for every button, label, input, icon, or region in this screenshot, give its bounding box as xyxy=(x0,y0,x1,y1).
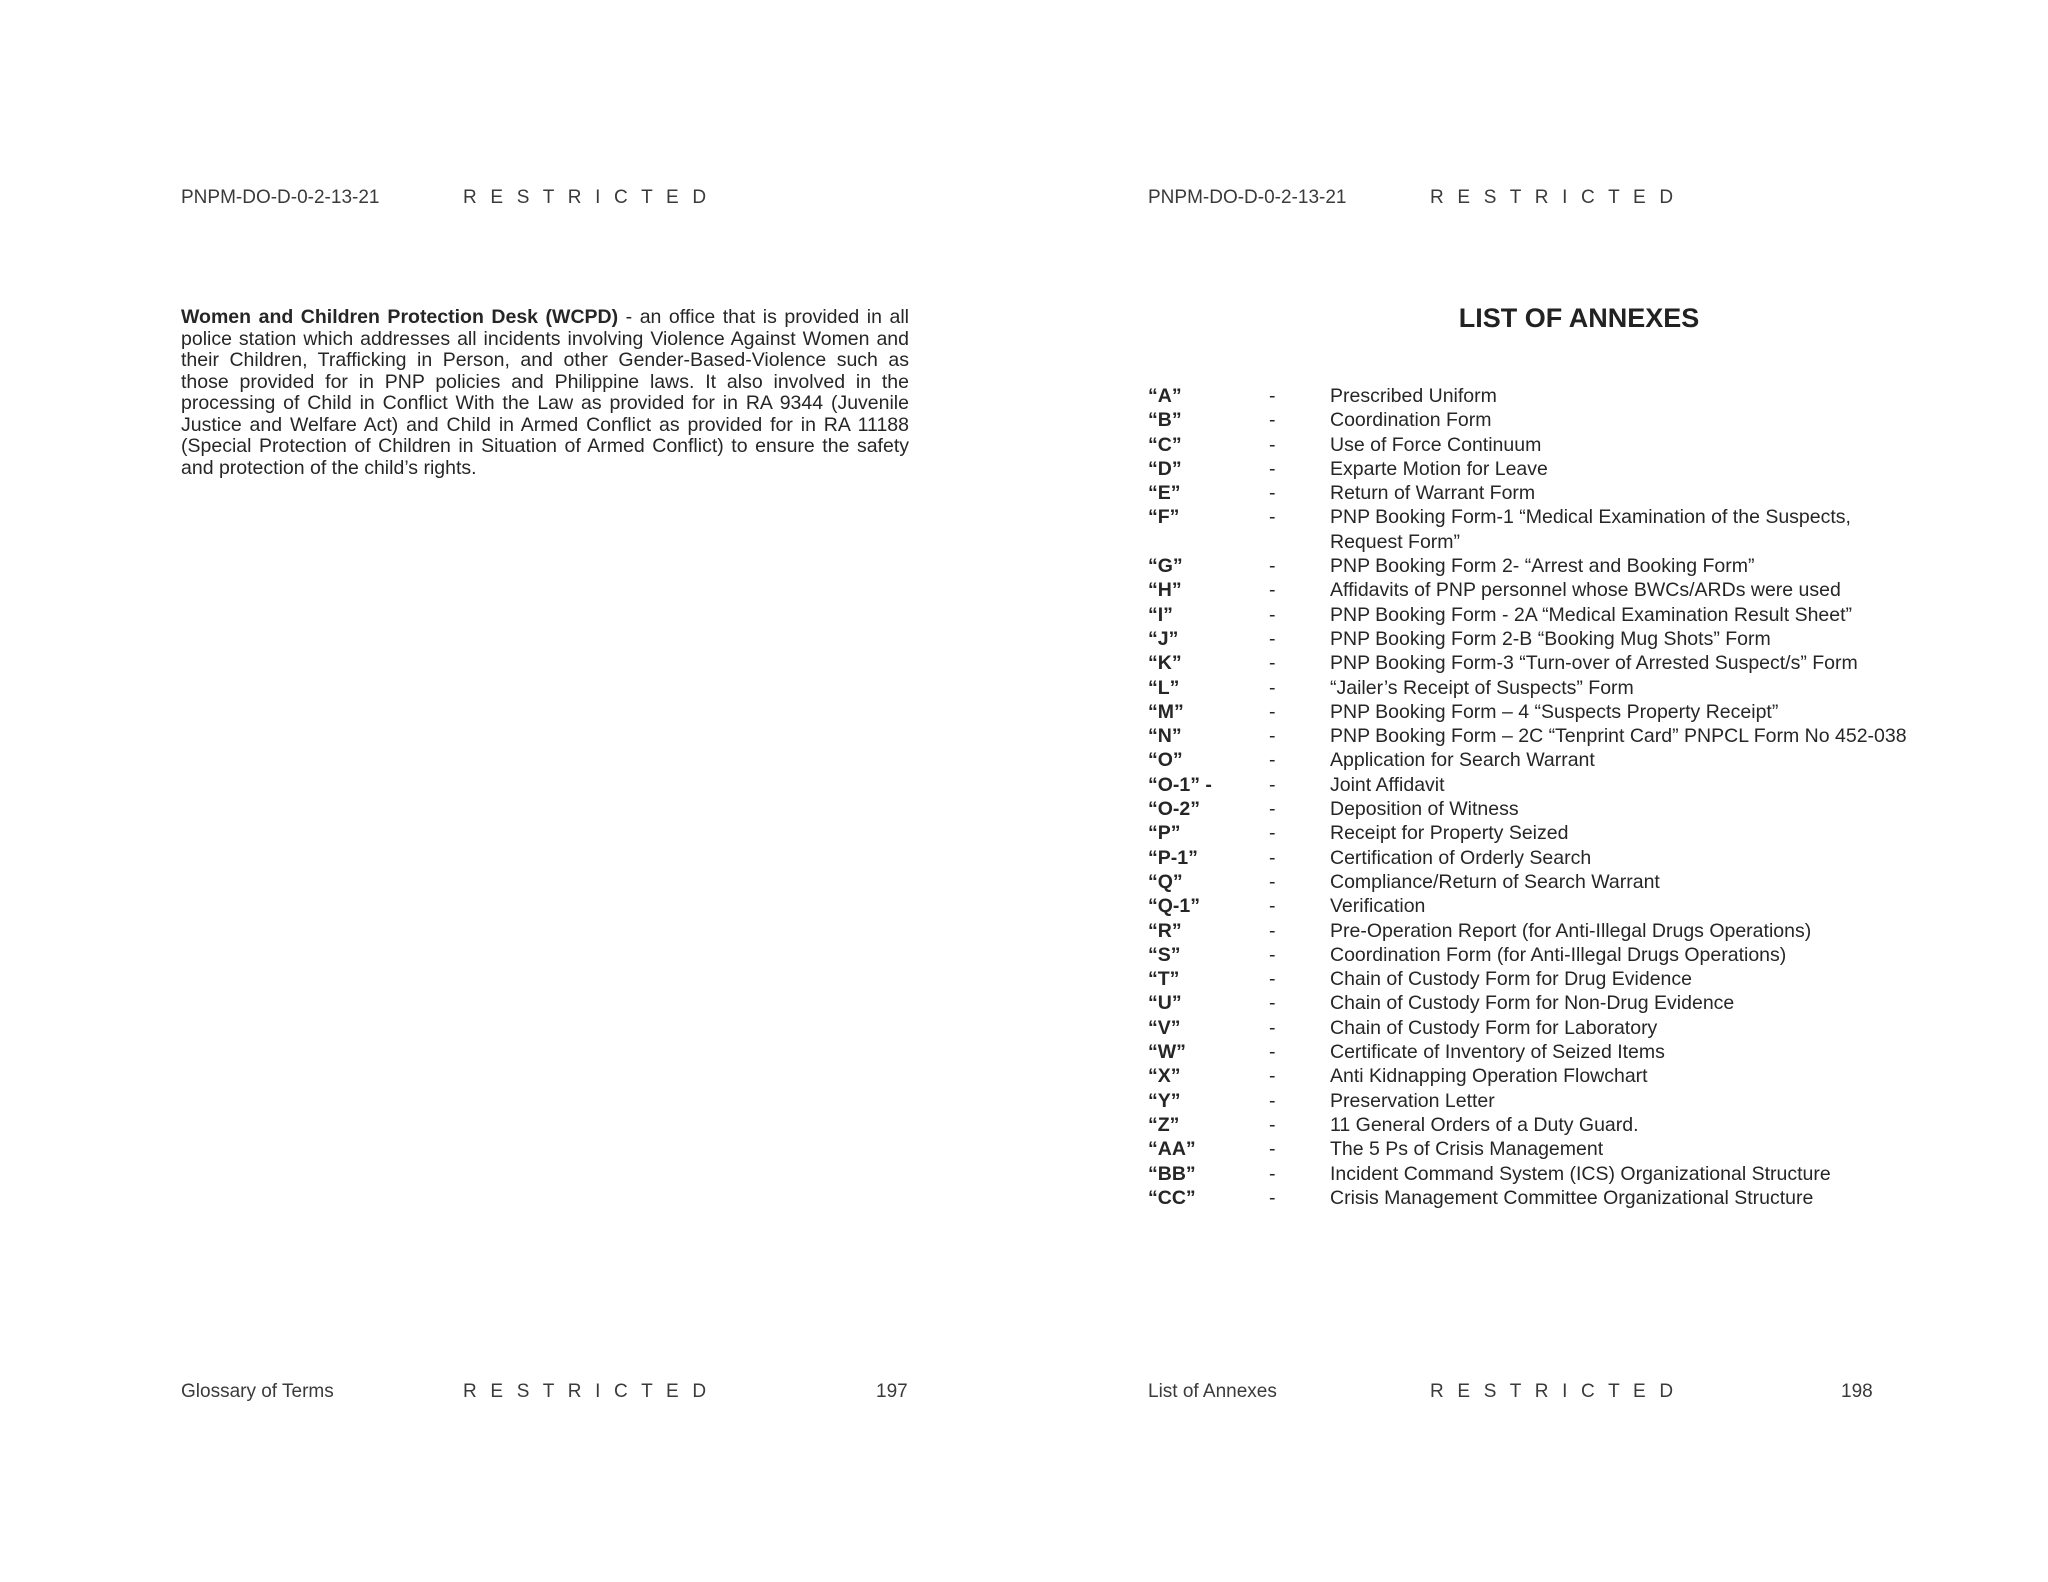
header-document-code: PNPM-DO-D-0-2-13-21 xyxy=(181,187,380,208)
annex-description: Incident Command System (ICS) Organizational Structure xyxy=(1330,1162,1831,1185)
annex-letter: “M” xyxy=(1148,700,1184,723)
annex-letter: “Q-1” xyxy=(1148,895,1201,918)
annex-dash: - xyxy=(1269,1065,1276,1088)
annex-description: Use of Force Continuum xyxy=(1330,433,1542,456)
annex-letter: “CC” xyxy=(1148,1186,1196,1209)
annex-row xyxy=(1148,505,1908,554)
annex-description: Crisis Management Committee Organizational Structure xyxy=(1330,1186,1814,1209)
annex-row xyxy=(1148,578,1908,602)
annex-dash: - xyxy=(1269,457,1276,480)
annex-letter: “D” xyxy=(1148,457,1182,480)
glossary-entry-wcpd xyxy=(181,307,909,479)
annex-row xyxy=(1148,967,1908,991)
annex-letter: “F” xyxy=(1148,506,1180,529)
annex-row xyxy=(1148,943,1908,967)
annex-description: Compliance/Return of Search Warrant xyxy=(1330,870,1660,893)
right-page xyxy=(1024,0,2048,1582)
annex-dash: - xyxy=(1269,1186,1276,1209)
footer-section-title: Glossary of Terms xyxy=(181,1381,334,1402)
annex-description: Return of Warrant Form xyxy=(1330,482,1536,505)
annex-description: Certification of Orderly Search xyxy=(1330,846,1592,869)
annex-row xyxy=(1148,1186,1908,1210)
annex-letter: “N” xyxy=(1148,725,1182,748)
page-number: 198 xyxy=(1841,1381,1873,1402)
annex-description: Chain of Custody Form for Drug Evidence xyxy=(1330,968,1692,991)
annex-row xyxy=(1148,481,1908,505)
annex-row xyxy=(1148,1016,1908,1040)
annex-letter: “P-1” xyxy=(1148,846,1198,869)
annex-letter: “B” xyxy=(1148,409,1182,432)
annex-letter: “X” xyxy=(1148,1065,1181,1088)
annex-dash: - xyxy=(1269,676,1276,699)
annex-letter: “O-2” xyxy=(1148,798,1201,821)
annex-row xyxy=(1148,870,1908,894)
annex-description: Affidavits of PNP personnel whose BWCs/ARDs were used xyxy=(1330,579,1841,602)
annex-letter: “S” xyxy=(1148,943,1181,966)
annex-row xyxy=(1148,627,1908,651)
annex-dash: - xyxy=(1269,870,1276,893)
annex-letter: “L” xyxy=(1148,676,1180,699)
annex-row xyxy=(1148,773,1908,797)
annex-dash: - xyxy=(1269,822,1276,845)
annex-letter: “P” xyxy=(1148,822,1181,845)
annex-letter: “O” xyxy=(1148,749,1183,772)
annex-dash: - xyxy=(1269,1089,1276,1112)
annex-letter: “W” xyxy=(1148,1041,1186,1064)
annex-row xyxy=(1148,408,1908,432)
annex-description: “Jailer’s Receipt of Suspects” Form xyxy=(1330,676,1634,699)
annex-row xyxy=(1148,797,1908,821)
annex-letter: “K” xyxy=(1148,652,1182,675)
annex-description: PNP Booking Form 2- “Arrest and Booking Form” xyxy=(1330,555,1755,578)
annex-row xyxy=(1148,991,1908,1015)
annex-row xyxy=(1148,700,1908,724)
annex-row xyxy=(1148,919,1908,943)
annex-dash: - xyxy=(1269,968,1276,991)
annex-description: Pre-Operation Report (for Anti-Illegal Drugs Operations) xyxy=(1330,919,1812,942)
annex-description: Chain of Custody Form for Non-Drug Evidence xyxy=(1330,992,1735,1015)
annex-dash: - xyxy=(1269,1162,1276,1185)
annex-row xyxy=(1148,1162,1908,1186)
annex-letter: “AA” xyxy=(1148,1138,1196,1161)
annex-row xyxy=(1148,846,1908,870)
annex-letter: “Q” xyxy=(1148,870,1183,893)
annex-description: PNP Booking Form – 4 “Suspects Property Receipt” xyxy=(1330,700,1779,723)
annex-dash: - xyxy=(1269,700,1276,723)
annex-letter: “V” xyxy=(1148,1016,1181,1039)
annex-letter: “H” xyxy=(1148,579,1182,602)
annex-letter: “E” xyxy=(1148,482,1181,505)
glossary-definition: - an office that is provided in all police station which addresses all incidents involving Violence Against Women and their Children, Trafficking in Person, and other Gender-Based-Violence such as those provided for in PNP policies and Philippine laws. It also involved in the processing of Child in Conflict With the Law as provided for in RA 9344 (Juvenile Justice and Welfare Act) and Child in Armed Conflict as provided for in RA 11188 (Special Protection of Children in Situation of Armed Conflict) to ensure the safety and protection of the child’s rights. xyxy=(181,306,909,479)
annex-description: Chain of Custody Form for Laboratory xyxy=(1330,1016,1658,1039)
annex-dash: - xyxy=(1269,919,1276,942)
annex-dash: - xyxy=(1269,798,1276,821)
annex-description: Exparte Motion for Leave xyxy=(1330,457,1548,480)
annex-description: Verification xyxy=(1330,895,1426,918)
annex-description: 11 General Orders of a Duty Guard. xyxy=(1330,1113,1639,1136)
annex-row xyxy=(1148,433,1908,457)
annex-letter: “C” xyxy=(1148,433,1182,456)
header-classification: R E S T R I C T E D xyxy=(463,187,711,208)
footer-classification: R E S T R I C T E D xyxy=(463,1381,711,1402)
annex-description: Deposition of Witness xyxy=(1330,798,1519,821)
annex-letter: “Y” xyxy=(1148,1089,1181,1112)
annex-row xyxy=(1148,1040,1908,1064)
annex-row xyxy=(1148,748,1908,772)
annex-letter: “I” xyxy=(1148,603,1173,626)
annex-dash: - xyxy=(1269,433,1276,456)
annex-dash: - xyxy=(1269,846,1276,869)
page-title: LIST OF ANNEXES xyxy=(1458,303,1700,333)
footer-classification: R E S T R I C T E D xyxy=(1430,1381,1678,1402)
annex-letter: “G” xyxy=(1148,555,1183,578)
annex-description: Joint Affidavit xyxy=(1330,773,1445,796)
annex-row xyxy=(1148,1089,1908,1113)
annex-dash: - xyxy=(1269,555,1276,578)
annex-row xyxy=(1148,724,1908,748)
annex-dash: - xyxy=(1269,749,1276,772)
annex-description: Coordination Form (for Anti-Illegal Drugs Operations) xyxy=(1330,943,1787,966)
annex-list xyxy=(1148,384,1908,1210)
annex-letter: “T” xyxy=(1148,968,1180,991)
annex-dash: - xyxy=(1269,627,1276,650)
annex-description: PNP Booking Form - 2A “Medical Examination Result Sheet” xyxy=(1330,603,1853,626)
annex-row xyxy=(1148,603,1908,627)
annex-description: PNP Booking Form-3 “Turn-over of Arrested Suspect/s” Form xyxy=(1330,652,1858,675)
annex-description: Certificate of Inventory of Seized Items xyxy=(1330,1041,1665,1064)
annex-description: Receipt for Property Seized xyxy=(1330,822,1569,845)
annex-row xyxy=(1148,676,1908,700)
annex-row xyxy=(1148,457,1908,481)
annex-dash: - xyxy=(1269,895,1276,918)
annex-row xyxy=(1148,821,1908,845)
annex-description: PNP Booking Form – 2C “Tenprint Card” PNPCL Form No 452-038 xyxy=(1330,725,1907,748)
annex-letter: “U” xyxy=(1148,992,1182,1015)
page-number: 197 xyxy=(876,1381,908,1402)
annex-letter: “O-1” - xyxy=(1148,773,1212,796)
annex-letter: “Z” xyxy=(1148,1113,1180,1136)
annex-dash: - xyxy=(1269,1113,1276,1136)
annex-dash: - xyxy=(1269,385,1276,407)
annex-description: The 5 Ps of Crisis Management xyxy=(1330,1138,1604,1161)
header-document-code: PNPM-DO-D-0-2-13-21 xyxy=(1148,187,1347,208)
annex-dash: - xyxy=(1269,725,1276,748)
annex-letter: “J” xyxy=(1148,627,1179,650)
annex-dash: - xyxy=(1269,773,1276,796)
annex-row xyxy=(1148,384,1908,408)
annex-row xyxy=(1148,1137,1908,1161)
annex-description: Preservation Letter xyxy=(1330,1089,1495,1112)
annex-letter: “BB” xyxy=(1148,1162,1196,1185)
annex-row xyxy=(1148,1113,1908,1137)
annex-letter: “R” xyxy=(1148,919,1182,942)
annex-dash: - xyxy=(1269,1016,1276,1039)
annex-dash: - xyxy=(1269,579,1276,602)
annex-description: PNP Booking Form 2-B “Booking Mug Shots” Form xyxy=(1330,627,1771,650)
annex-dash: - xyxy=(1269,603,1276,626)
annex-row xyxy=(1148,651,1908,675)
footer-section-title: List of Annexes xyxy=(1148,1381,1277,1402)
annex-dash: - xyxy=(1269,506,1276,529)
annex-description: PNP Booking Form-1 “Medical Examination of the Suspects, Request Form” xyxy=(1330,506,1851,553)
annex-description: Anti Kidnapping Operation Flowchart xyxy=(1330,1065,1648,1088)
annex-description: Application for Search Warrant xyxy=(1330,749,1595,772)
annex-description: Coordination Form xyxy=(1330,409,1492,432)
annex-row xyxy=(1148,1064,1908,1088)
annex-row xyxy=(1148,554,1908,578)
annex-description: Prescribed Uniform xyxy=(1330,385,1497,407)
annex-dash: - xyxy=(1269,943,1276,966)
annex-dash: - xyxy=(1269,652,1276,675)
annex-dash: - xyxy=(1269,1138,1276,1161)
annex-dash: - xyxy=(1269,409,1276,432)
annex-dash: - xyxy=(1269,482,1276,505)
annex-letter: “A” xyxy=(1148,385,1182,407)
annex-dash: - xyxy=(1269,1041,1276,1064)
glossary-term: Women and Children Protection Desk (WCPD) xyxy=(181,306,619,328)
header-classification: R E S T R I C T E D xyxy=(1430,187,1678,208)
annex-row xyxy=(1148,894,1908,918)
annex-dash: - xyxy=(1269,992,1276,1015)
